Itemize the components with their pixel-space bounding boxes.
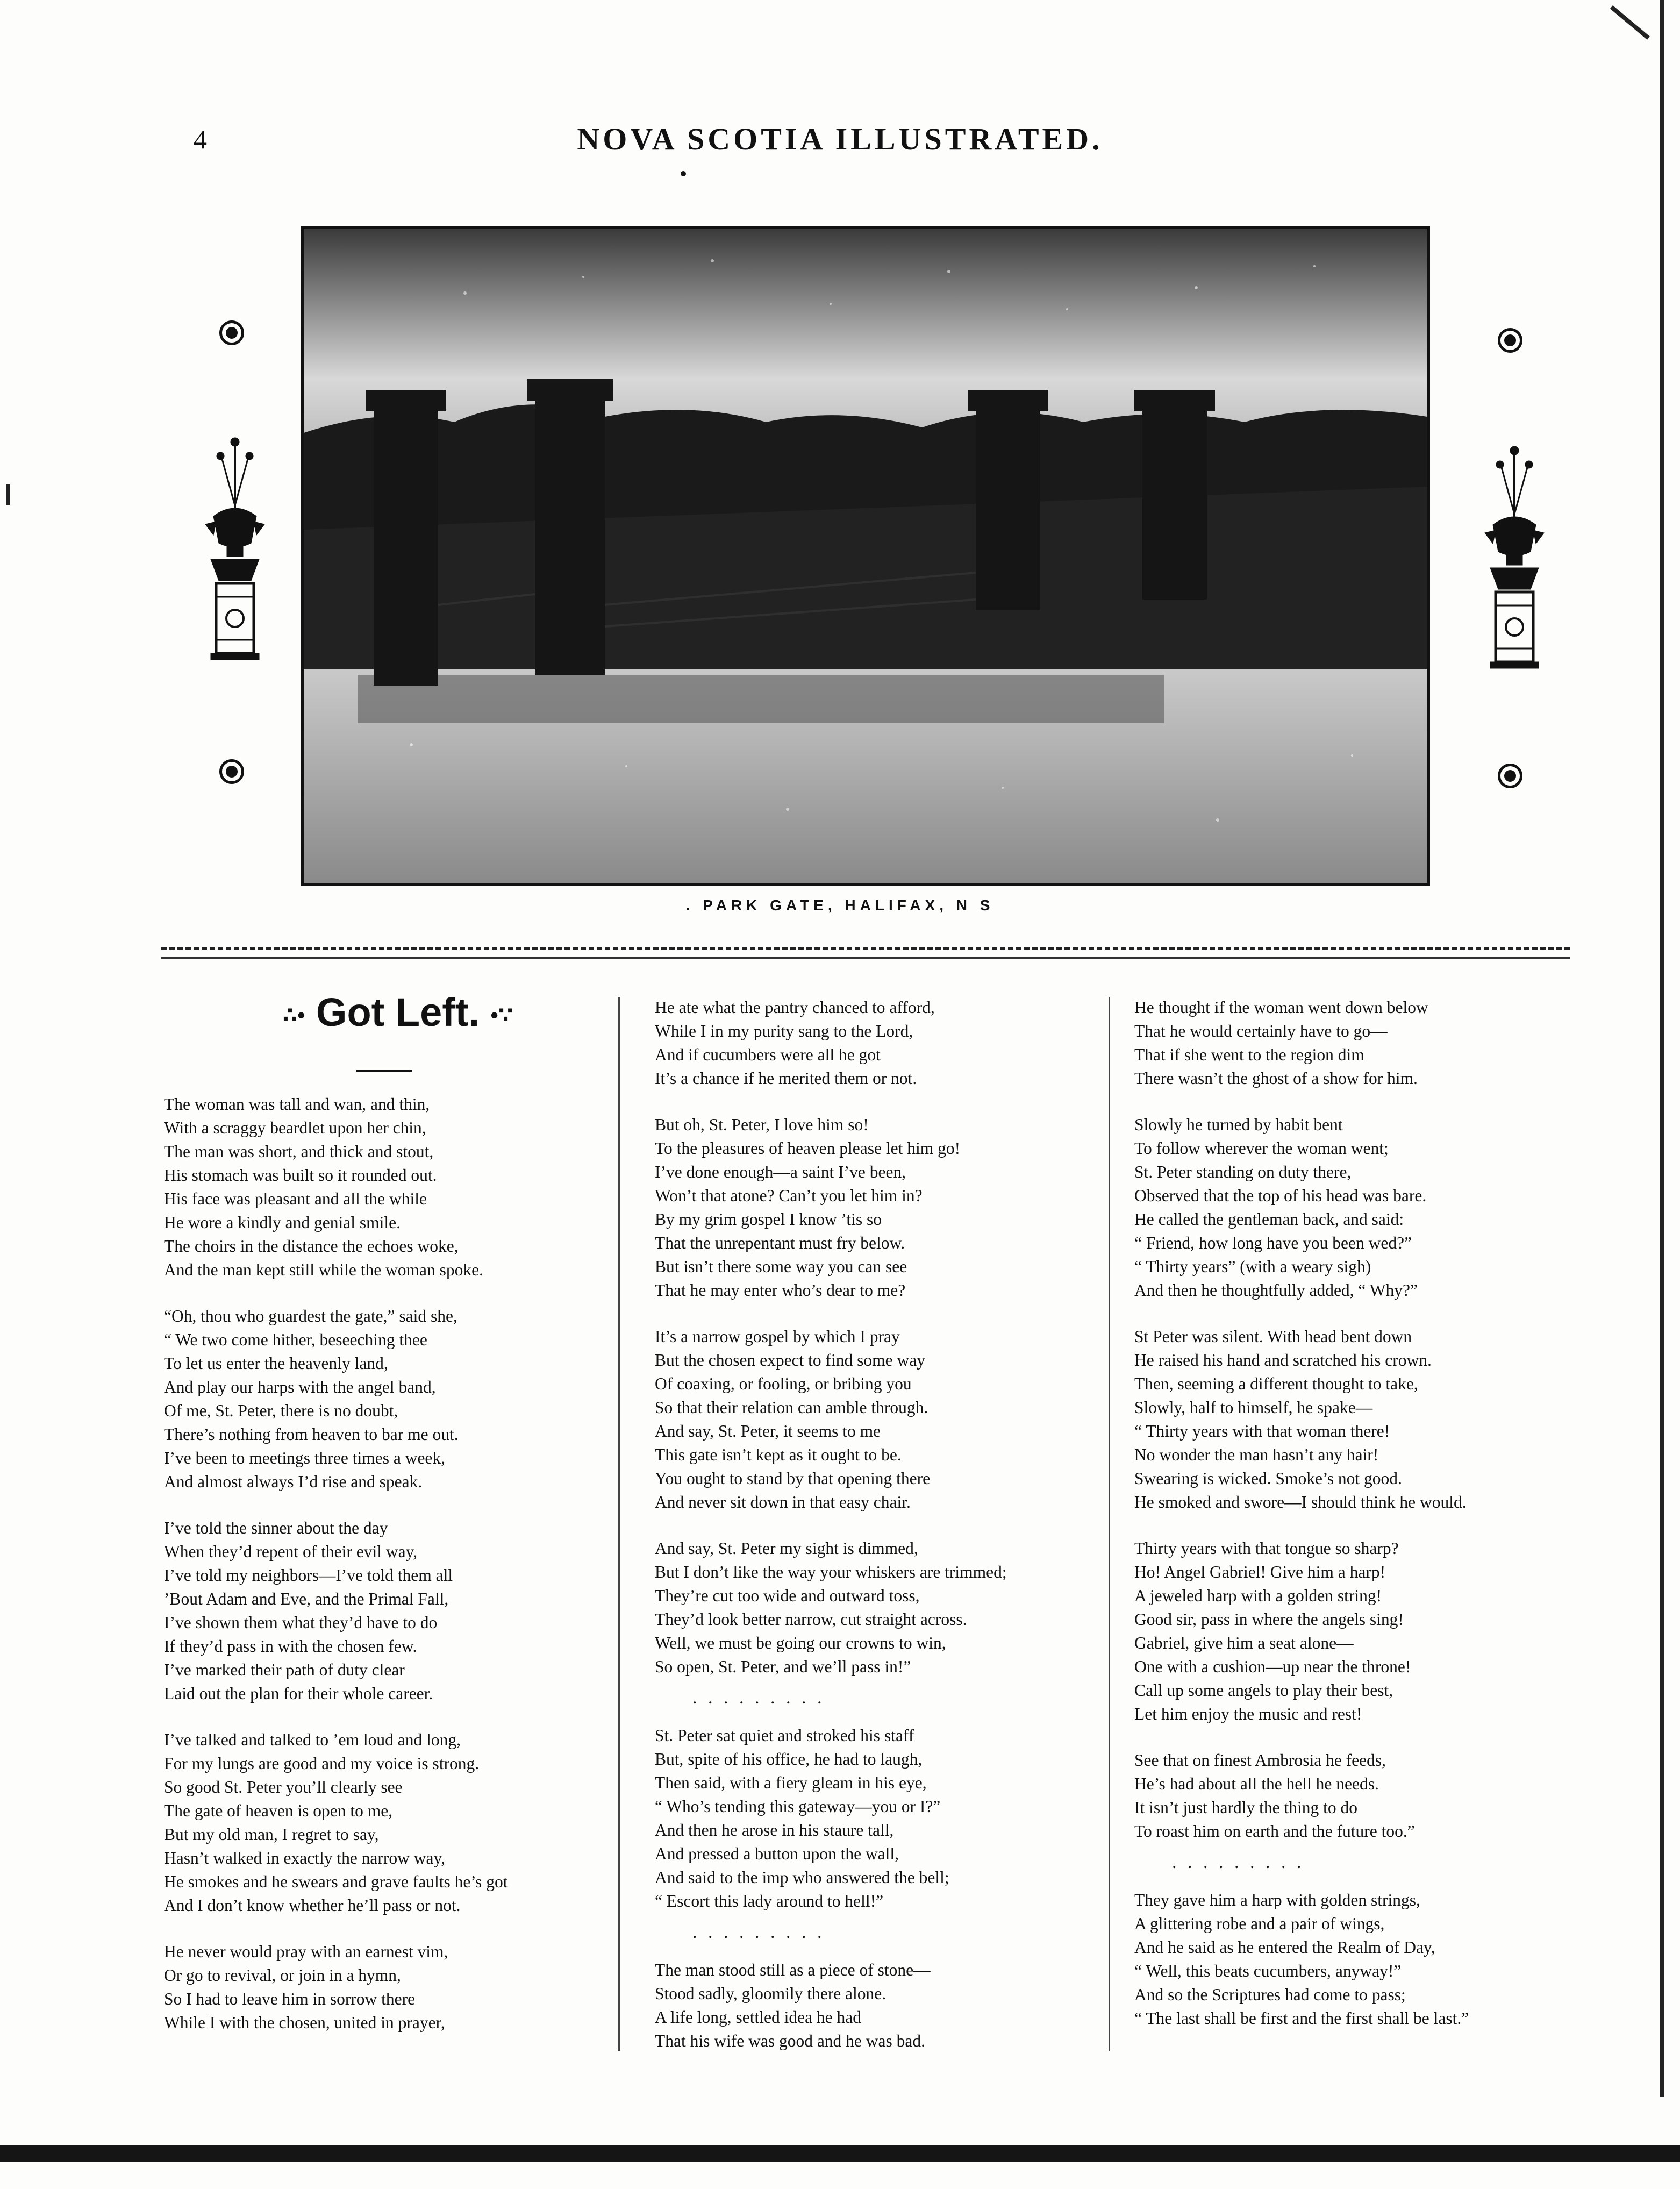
column-separator bbox=[1109, 997, 1110, 2051]
poem-line: Of coaxing, or fooling, or bribing you bbox=[655, 1374, 912, 1393]
poem-stanza bbox=[655, 996, 1080, 1090]
poem-stanza bbox=[655, 1325, 1080, 1514]
poem-line: This gate isn’t kept as it ought to be. bbox=[655, 1445, 902, 1464]
poem-line: I’ve talked and talked to ’em loud and long, bbox=[164, 1730, 461, 1749]
poem-line: While I in my purity sang to the Lord, bbox=[655, 1022, 913, 1040]
poem-line: And then he thoughtfully added, “ Why?” bbox=[1134, 1281, 1418, 1300]
poem-line: It isn’t just hardly the thing to do bbox=[1134, 1798, 1358, 1817]
poem-line: “ The last shall be first and the first shall be last.” bbox=[1134, 2009, 1469, 2028]
poem-line: He called the gentleman back, and said: bbox=[1134, 1210, 1404, 1229]
poem-line: To roast him on earth and the future too.” bbox=[1134, 1822, 1415, 1841]
poem-stanza bbox=[1134, 1537, 1559, 1726]
poem-line: Of me, St. Peter, there is no doubt, bbox=[164, 1401, 398, 1420]
poem-line: Swearing is wicked. Smoke’s not good. bbox=[1134, 1469, 1402, 1488]
poem-line: “Oh, thou who guardest the gate,” said she, bbox=[164, 1307, 457, 1325]
poem-line: It’s a chance if he merited them or not. bbox=[655, 1069, 917, 1088]
poem-line: Hasn’t walked in exactly the narrow way, bbox=[164, 1849, 446, 1867]
poem-line: He smokes and he swears and grave faults he’s got bbox=[164, 1872, 508, 1891]
poem-line: Slowly he turned by habit bent bbox=[1134, 1115, 1343, 1134]
poem-line: Well, we must be going our crowns to win, bbox=[655, 1634, 946, 1652]
fleuron-icon: •∵ bbox=[490, 1003, 513, 1028]
poem-line: And never sit down in that easy chair. bbox=[655, 1493, 911, 1511]
poem-line: Ho! Angel Gabriel! Give him a harp! bbox=[1134, 1563, 1386, 1581]
poem-line: But the chosen expect to find some way bbox=[655, 1351, 926, 1370]
poem-line: The woman was tall and wan, and thin, bbox=[164, 1095, 430, 1114]
poem-line: That the unrepentant must fry below. bbox=[655, 1233, 905, 1252]
poem-line: St. Peter standing on duty there, bbox=[1134, 1163, 1352, 1181]
poem-line: He never would pray with an earnest vim, bbox=[164, 1942, 448, 1961]
poem-line: You ought to stand by that opening there bbox=[655, 1469, 931, 1488]
poem-line: He thought if the woman went down below bbox=[1134, 998, 1428, 1017]
page-corner-mark bbox=[1610, 5, 1650, 40]
poem-line: I’ve told my neighbors—I’ve told them all bbox=[164, 1566, 453, 1585]
poem-line: And say, St. Peter my sight is dimmed, bbox=[655, 1539, 918, 1558]
poem-line: The choirs in the distance the echoes woke, bbox=[164, 1237, 459, 1256]
poem-line: And the man kept still while the woman spoke. bbox=[164, 1260, 484, 1279]
poem-line: His stomach was built so it rounded out. bbox=[164, 1166, 437, 1185]
poem-stanza bbox=[655, 1113, 1080, 1302]
bullseye-icon bbox=[1498, 328, 1522, 353]
poem-line: Call up some angels to play their best, bbox=[1134, 1681, 1393, 1700]
poem-line: And I don’t know whether he’ll pass or not. bbox=[164, 1896, 461, 1915]
poem-line: Thirty years with that tongue so sharp? bbox=[1134, 1539, 1399, 1558]
bullseye-icon bbox=[219, 759, 244, 784]
poem-line: If they’d pass in with the chosen few. bbox=[164, 1637, 417, 1656]
poem-line: To the pleasures of heaven please let him go! bbox=[655, 1139, 961, 1158]
section-break-dots: . . . . . . . . . bbox=[692, 1688, 825, 1708]
title-underline bbox=[356, 1070, 412, 1072]
poem-line: Then, seeming a different thought to take, bbox=[1134, 1374, 1418, 1393]
poem-line: So open, St. Peter, and we’ll pass in!” bbox=[655, 1657, 911, 1676]
page-edge-bottom bbox=[0, 2145, 1680, 2162]
poem-line: And say, St. Peter, it seems to me bbox=[655, 1422, 881, 1441]
poem-stanza bbox=[655, 1724, 1080, 1913]
poem-line: So I had to leave him in sorrow there bbox=[164, 1990, 416, 2008]
poem-line: And play our harps with the angel band, bbox=[164, 1378, 436, 1396]
poem-line: And he said as he entered the Realm of Day, bbox=[1134, 1938, 1435, 1957]
poem-line: They gave him a harp with golden strings, bbox=[1134, 1891, 1420, 1909]
poem-line: To follow wherever the woman went; bbox=[1134, 1139, 1389, 1158]
poem-stanza bbox=[1134, 1325, 1559, 1514]
column-separator bbox=[618, 997, 620, 2051]
poem-line: That he would certainly have to go— bbox=[1134, 1022, 1388, 1040]
poem-column-3 bbox=[1134, 996, 1559, 2030]
poem-line: “ Who’s tending this gateway—you or I?” bbox=[655, 1797, 941, 1816]
poem-line: Or go to revival, or join in a hymn, bbox=[164, 1966, 401, 1985]
poem-line: He smoked and swore—I should think he would. bbox=[1134, 1493, 1467, 1511]
poem-line: St. Peter sat quiet and stroked his staff bbox=[655, 1726, 914, 1745]
poem-stanza bbox=[1134, 1113, 1559, 1302]
poem-line: They’re cut too wide and outward toss, bbox=[655, 1586, 920, 1605]
poem-line: But my old man, I regret to say, bbox=[164, 1825, 379, 1844]
poem-line: Gabriel, give him a seat alone— bbox=[1134, 1634, 1354, 1652]
poem-line: The man stood still as a piece of stone— bbox=[655, 1960, 931, 1979]
poem-line: By my grim gospel I know ’tis so bbox=[655, 1210, 882, 1229]
poem-line: The gate of heaven is open to me, bbox=[164, 1801, 393, 1820]
poem-line: His face was pleasant and all the while bbox=[164, 1189, 427, 1208]
poem-line: He wore a kindly and genial smile. bbox=[164, 1213, 401, 1232]
poem-line: That his wife was good and he was bad. bbox=[655, 2031, 926, 2050]
page-edge-right bbox=[1660, 0, 1664, 2097]
poem-line: I’ve been to meetings three times a week, bbox=[164, 1449, 446, 1467]
poem-line: “ We two come hither, beseeching thee bbox=[164, 1330, 427, 1349]
poem-line: And pressed a button upon the wall, bbox=[655, 1844, 899, 1863]
poem-line: “ Well, this beats cucumbers, anyway!” bbox=[1134, 1962, 1402, 1980]
poem-line: He’s had about all the hell he needs. bbox=[1134, 1774, 1379, 1793]
poem-line: And said to the imp who answered the bell; bbox=[655, 1868, 949, 1887]
poem-stanza bbox=[1134, 996, 1559, 1090]
park-gate-photograph bbox=[301, 226, 1430, 886]
section-divider bbox=[161, 947, 1570, 950]
poem-line: He ate what the pantry chanced to afford, bbox=[655, 998, 935, 1017]
poem-line: So that their relation can amble through. bbox=[655, 1398, 928, 1417]
poem-line: That if she went to the region dim bbox=[1134, 1045, 1364, 1064]
poem-line: That he may enter who’s dear to me? bbox=[655, 1281, 906, 1300]
vase-ornament-icon bbox=[1479, 444, 1549, 670]
margin-mark bbox=[6, 484, 10, 505]
poem-line: But isn’t there some way you can see bbox=[655, 1257, 907, 1276]
fleuron-icon: ∴• bbox=[282, 1003, 305, 1028]
page-number: 4 bbox=[194, 124, 207, 154]
poem-line: “ Escort this lady around to hell!” bbox=[655, 1892, 884, 1910]
poem-stanza bbox=[164, 1093, 589, 1282]
poem-line: See that on finest Ambrosia he feeds, bbox=[1134, 1751, 1386, 1770]
section-break-dots: . . . . . . . . . bbox=[1172, 1852, 1305, 1872]
poem-line: To let us enter the heavenly land, bbox=[164, 1354, 388, 1373]
poem-line: Slowly, half to himself, he spake— bbox=[1134, 1398, 1373, 1417]
vase-ornament-icon bbox=[200, 436, 270, 661]
poem-line: Laid out the plan for their whole career. bbox=[164, 1684, 433, 1703]
poem-stanza bbox=[655, 1537, 1080, 1679]
poem-line: With a scraggy beardlet upon her chin, bbox=[164, 1118, 426, 1137]
poem-line: St Peter was silent. With head bent down bbox=[1134, 1327, 1412, 1346]
poem-line: When they’d repent of their evil way, bbox=[164, 1542, 418, 1561]
poem-line: But I don’t like the way your whiskers are trimmed; bbox=[655, 1563, 1007, 1581]
poem-line: One with a cushion—up near the throne! bbox=[1134, 1657, 1411, 1676]
poem-line: And so the Scriptures had come to pass; bbox=[1134, 1985, 1406, 2004]
poem-line: But oh, St. Peter, I love him so! bbox=[655, 1115, 869, 1134]
poem-line: I’ve done enough—a saint I’ve been, bbox=[655, 1163, 906, 1181]
poem-stanza bbox=[1134, 1888, 1559, 2030]
poem-line: The man was short, and thick and stout, bbox=[164, 1142, 434, 1161]
poem-line: For my lungs are good and my voice is strong. bbox=[164, 1754, 480, 1773]
poem-line: A jeweled harp with a golden string! bbox=[1134, 1586, 1382, 1605]
poem-line: They’d look better narrow, cut straight across. bbox=[655, 1610, 967, 1629]
poem-line: And almost always I’d rise and speak. bbox=[164, 1472, 423, 1491]
poem-line: There’s nothing from heaven to bar me out. bbox=[164, 1425, 459, 1444]
poem-line: No wonder the man hasn’t any hair! bbox=[1134, 1445, 1379, 1464]
poem-line: A life long, settled idea he had bbox=[655, 2008, 862, 2027]
poem-title bbox=[231, 989, 564, 1035]
poem-column-2 bbox=[655, 996, 1080, 2053]
poem-line: Stood sadly, gloomily there alone. bbox=[655, 1984, 887, 2003]
poem-stanza bbox=[655, 1958, 1080, 2053]
poem-line: So good St. Peter you’ll clearly see bbox=[164, 1778, 403, 1796]
poem-line: Good sir, pass in where the angels sing! bbox=[1134, 1610, 1404, 1629]
poem-stanza bbox=[164, 1516, 589, 1706]
poem-column-1 bbox=[164, 1093, 589, 2035]
poem-line: ’Bout Adam and Eve, and the Primal Fall, bbox=[164, 1589, 449, 1608]
poem-line: He raised his hand and scratched his crown. bbox=[1134, 1351, 1432, 1370]
poem-stanza bbox=[164, 1304, 589, 1494]
poem-line: I’ve shown them what they’d have to do bbox=[164, 1613, 438, 1632]
poem-line: I’ve told the sinner about the day bbox=[164, 1518, 388, 1537]
poem-line: It’s a narrow gospel by which I pray bbox=[655, 1327, 900, 1346]
poem-line: I’ve marked their path of duty clear bbox=[164, 1660, 405, 1679]
poem-line: Won’t that atone? Can’t you let him in? bbox=[655, 1186, 923, 1205]
poem-line: “ Thirty years” (with a weary sigh) bbox=[1134, 1257, 1371, 1276]
poem-line: There wasn’t the ghost of a show for him. bbox=[1134, 1069, 1418, 1088]
poem-stanza bbox=[164, 1940, 589, 2035]
section-break-dots: . . . . . . . . . bbox=[692, 1922, 825, 1942]
masthead-title: NOVA SCOTIA ILLUSTRATED. bbox=[577, 122, 1103, 156]
bullseye-icon bbox=[1498, 764, 1522, 788]
poem-stanza bbox=[164, 1728, 589, 1917]
poem-line: Observed that the top of his head was bare. bbox=[1134, 1186, 1427, 1205]
poem-line: Then said, with a fiery gleam in his eye, bbox=[655, 1773, 927, 1792]
section-divider bbox=[161, 957, 1570, 959]
poem-stanza bbox=[1134, 1749, 1559, 1843]
poem-line: And if cucumbers were all he got bbox=[655, 1045, 881, 1064]
poem-line: “ Friend, how long have you been wed?” bbox=[1134, 1233, 1412, 1252]
photo-caption: . PARK GATE, HALIFAX, N S bbox=[685, 897, 995, 914]
poem-line: Let him enjoy the music and rest! bbox=[1134, 1705, 1362, 1723]
poem-line: And then he arose in his staure tall, bbox=[655, 1821, 894, 1839]
poem-line: But, spite of his office, he had to laugh, bbox=[655, 1750, 923, 1769]
poem-line: While I with the chosen, united in prayer, bbox=[164, 2013, 445, 2032]
decorative-dot bbox=[681, 171, 686, 176]
poem-line: A glittering robe and a pair of wings, bbox=[1134, 1914, 1385, 1933]
bullseye-icon bbox=[219, 320, 244, 345]
poem-title-text: Got Left. bbox=[316, 990, 480, 1035]
poem-line: “ Thirty years with that woman there! bbox=[1134, 1422, 1390, 1441]
